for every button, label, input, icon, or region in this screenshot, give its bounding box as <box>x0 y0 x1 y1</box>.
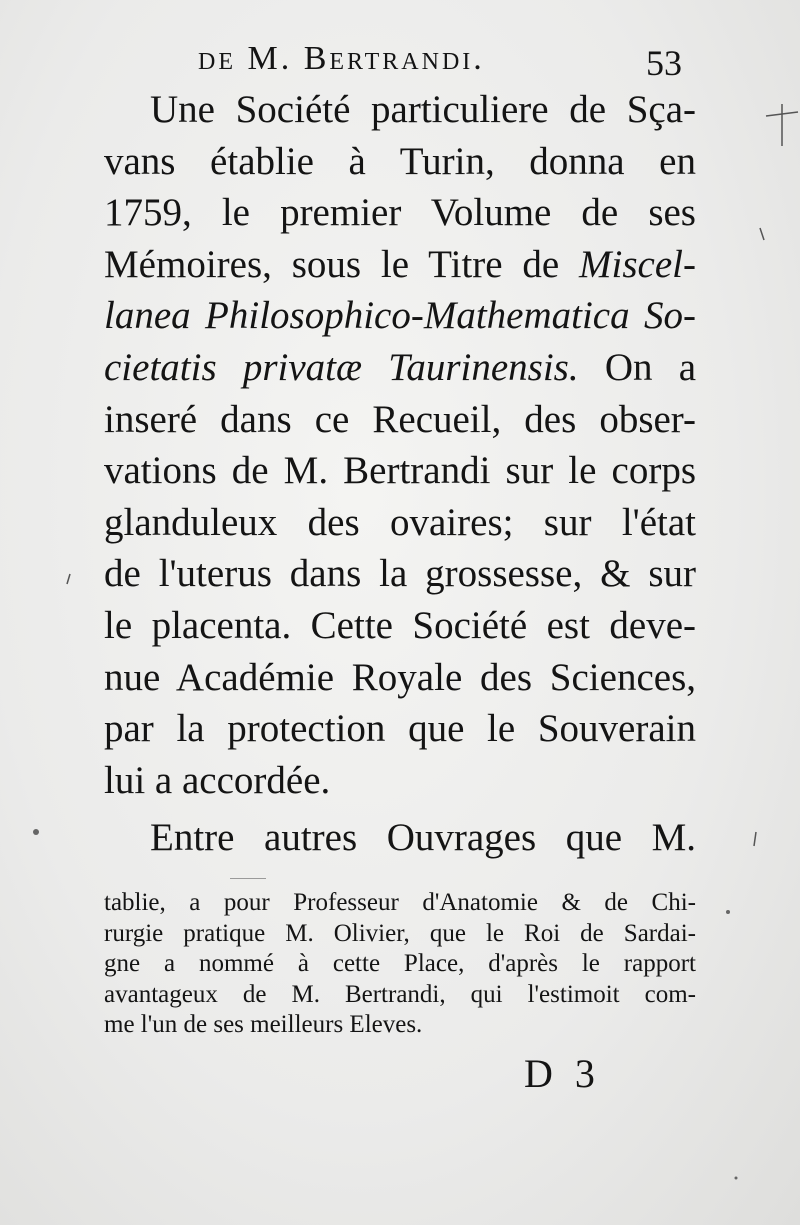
text-line: vans établie à Turin, donna en <box>104 139 696 183</box>
text-line: Entre autres Ouvrages que M. <box>150 816 696 860</box>
main-text <box>104 84 696 864</box>
running-head <box>198 40 718 90</box>
text-line: par la protection que le Souverain <box>104 707 696 751</box>
text-line: Une Société particuliere de Sça- <box>150 88 696 131</box>
italic-title-fragment: Miscel- <box>579 242 696 286</box>
footnote-line: me l'un de ses meilleurs Eleves. <box>104 1011 423 1038</box>
text-fragment: Mémoires, sous le Titre de <box>104 242 580 286</box>
text-line: inseré dans ce Recueil, des obser- <box>104 397 696 441</box>
running-title: de M. Bertrandi. <box>198 40 485 77</box>
footnote <box>104 888 696 1041</box>
page-number: 53 <box>646 43 682 83</box>
text-fragment: On a <box>578 345 696 389</box>
text-line: lui a accordée. <box>104 758 331 802</box>
footnote-line: tablie, a pour Professeur d'Anatomie & de Chi- <box>104 889 696 916</box>
text-line: 1759, le premier Volume de ses <box>104 191 696 235</box>
footnote-line: avantageux de M. Bertrandi, qui l'estimoit com- <box>104 980 696 1008</box>
text-line: de l'uterus dans la grossesse, & sur <box>104 552 696 596</box>
footnote-line: rurgie pratique M. Olivier, que le Roi de Sardai- <box>104 919 696 947</box>
italic-title-fragment: lanea Philosophico-Mathematica So- <box>104 294 696 338</box>
text-line <box>104 239 696 291</box>
text-line: glanduleux des ovaires; sur l'état <box>104 500 696 544</box>
signature-mark: D 3 <box>524 1051 601 1096</box>
text-line: vations de M. Bertrandi sur le corps <box>104 449 696 493</box>
footnote-rule <box>230 878 266 879</box>
text-line <box>104 342 696 394</box>
footnote-line: gne a nommé à cette Place, d'après le rapport <box>104 950 696 977</box>
text-line: nue Académie Royale des Sciences, <box>104 655 696 699</box>
italic-title-fragment: cietatis privatæ Taurinensis. <box>104 345 579 389</box>
text-line: le placenta. Cette Société est deve- <box>104 603 696 647</box>
text-line <box>104 290 696 342</box>
